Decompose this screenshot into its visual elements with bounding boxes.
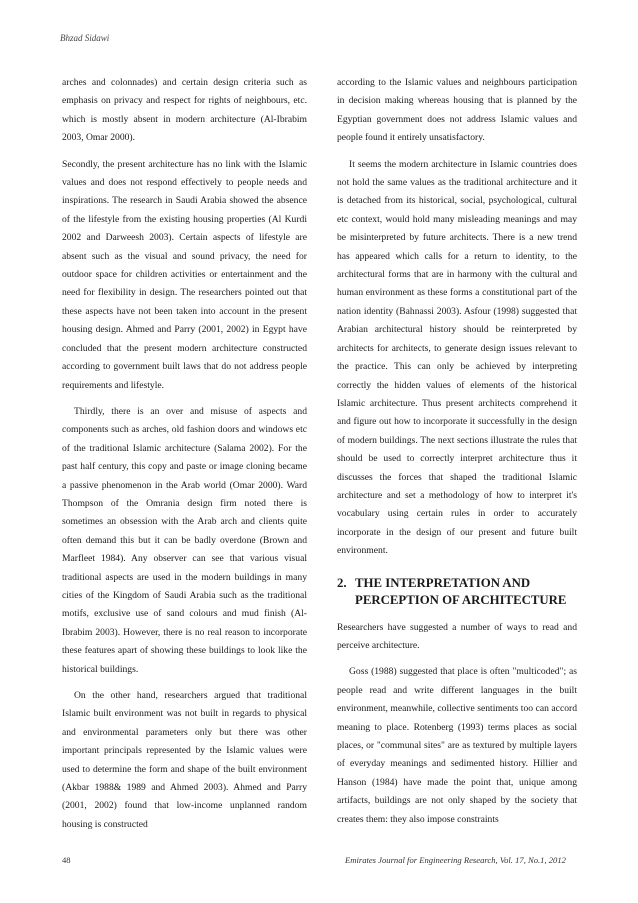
section-number: 2.	[337, 575, 347, 590]
paragraph: according to the Islamic values and neighbours participation in decision making whereas housing that is planned by the Egyptian government does not address Islamic values and people found it entirely unsatisfactory.	[337, 77, 577, 144]
section-heading	[337, 575, 577, 609]
paragraph: It seems the modern architecture in Islamic countries does not hold the same values as the traditional architecture and it is detached from its historical, social, psychological, cultural etc context, would hold many misleading meanings and may be misinterpreted by future architects. There is a new trend has appeared which calls for a return to identity, to the architectural forms that are in harmony with the cultural and human environment as these forms a constitutional part of the nation identity (Bahnassi 2003). Asfour (1998) suggested that Arabian architectural history should be reinterpreted by architects for architects, to generate design issues relevant to the practice. This can only be achieved by interpreting correctly the hidden values of elements of the historical Islamic architecture. Thus present architects comprehend it and figure out how to incorporate it successfully in the design of modern buildings. The next sections illustrate the rules that should be used to correctly interpret architecture thus it discusses the forces that shaped the traditional Islamic architecture and set a methodology of how to interpret it's vocabulary using certain rules in order to accurately incorporate in the design of our present and future built environment.	[337, 158, 577, 557]
journal-citation: Emirates Journal for Engineering Research, Vol. 17, No.1, 2012	[345, 855, 566, 865]
paragraph: Goss (1988) suggested that place is often "multicoded"; as people read and write different languages in the built environment, meanwhile, collective sentiments too can accord meaning to place. Rotenberg (1993) terms places as social places, or "communal sites" are as textured by multiple layers of everyday meanings and sedimented history. Hillier and Hanson (1984) have made the point that, unique among artifacts, buildings are not only shaped by the society that creates them: they also impose constraints	[337, 666, 577, 825]
left-column	[62, 74, 307, 842]
paragraph: Researchers have suggested a number of ways to read and perceive architecture.	[337, 621, 577, 651]
paragraph: Thirdly, there is an over and misuse of aspects and components such as arches, old fashion doors and windows etc of the traditional Islamic architecture (Salama 2002). For the past half century, this copy and paste or image cloning became a passive phenomenon in the Arab world (Omar 2000). Ward Thompson of the Omrania design firm noted there is sometimes an obsession with the Arab arch and clients quite often demand this but it can be badly overdone (Brown and Marfleet 1984). Any observer can see that various visual traditional aspects are used in the modern buildings in many cities of the Kingdom of Saudi Arabia such as the traditional motifs, exclusive use of sand colours and mud finish (Al-Ibrabim 2003). However, there is no real reason to incorporate these features apart of showing these buildings to look like the historical buildings.	[62, 405, 307, 675]
paragraph: arches and colonnades) and certain design criteria such as emphasis on privacy and respect for rights of neighbours, etc. which is mostly absent in modern architecture (Al-Ibrabim 2003, Omar 2000).	[62, 77, 307, 144]
paragraph: On the other hand, researchers argued that traditional Islamic built environment was not built in regards to physical and environmental parameters only but there was other important principals represented by the Islamic values were used to determine the form and shape of the built environment (Akbar 1988& 1989 and Ahmed 2003). Ahmed and Parry (2001, 2002) found that low-income unplanned random housing is constructed	[62, 690, 307, 830]
running-head-author: Bhzad Sidawi	[60, 33, 110, 43]
section-title: THE INTERPRETATION AND PERCEPTION OF ARCHITECTURE	[355, 575, 567, 607]
page-number: 48	[62, 855, 71, 865]
paragraph: Secondly, the present architecture has no link with the Islamic values and does not respond effectively to people needs and inspirations. The research in Saudi Arabia showed the absence of the lifestyle from the existing housing properties (Al Kurdi 2002 and Darweesh 2003). Certain aspects of lifestyle are absent such as the visual and sound privacy, the need for outdoor space for children activities or entertainment and the need for flexibility in design. The researchers pointed out that these aspects have not been taken into account in the present housing design. Ahmed and Parry (2001, 2002) in Egypt have concluded that the present modern architecture constructed according to government built laws that do not address people requirements and lifestyle.	[62, 158, 307, 391]
right-column	[337, 74, 577, 837]
